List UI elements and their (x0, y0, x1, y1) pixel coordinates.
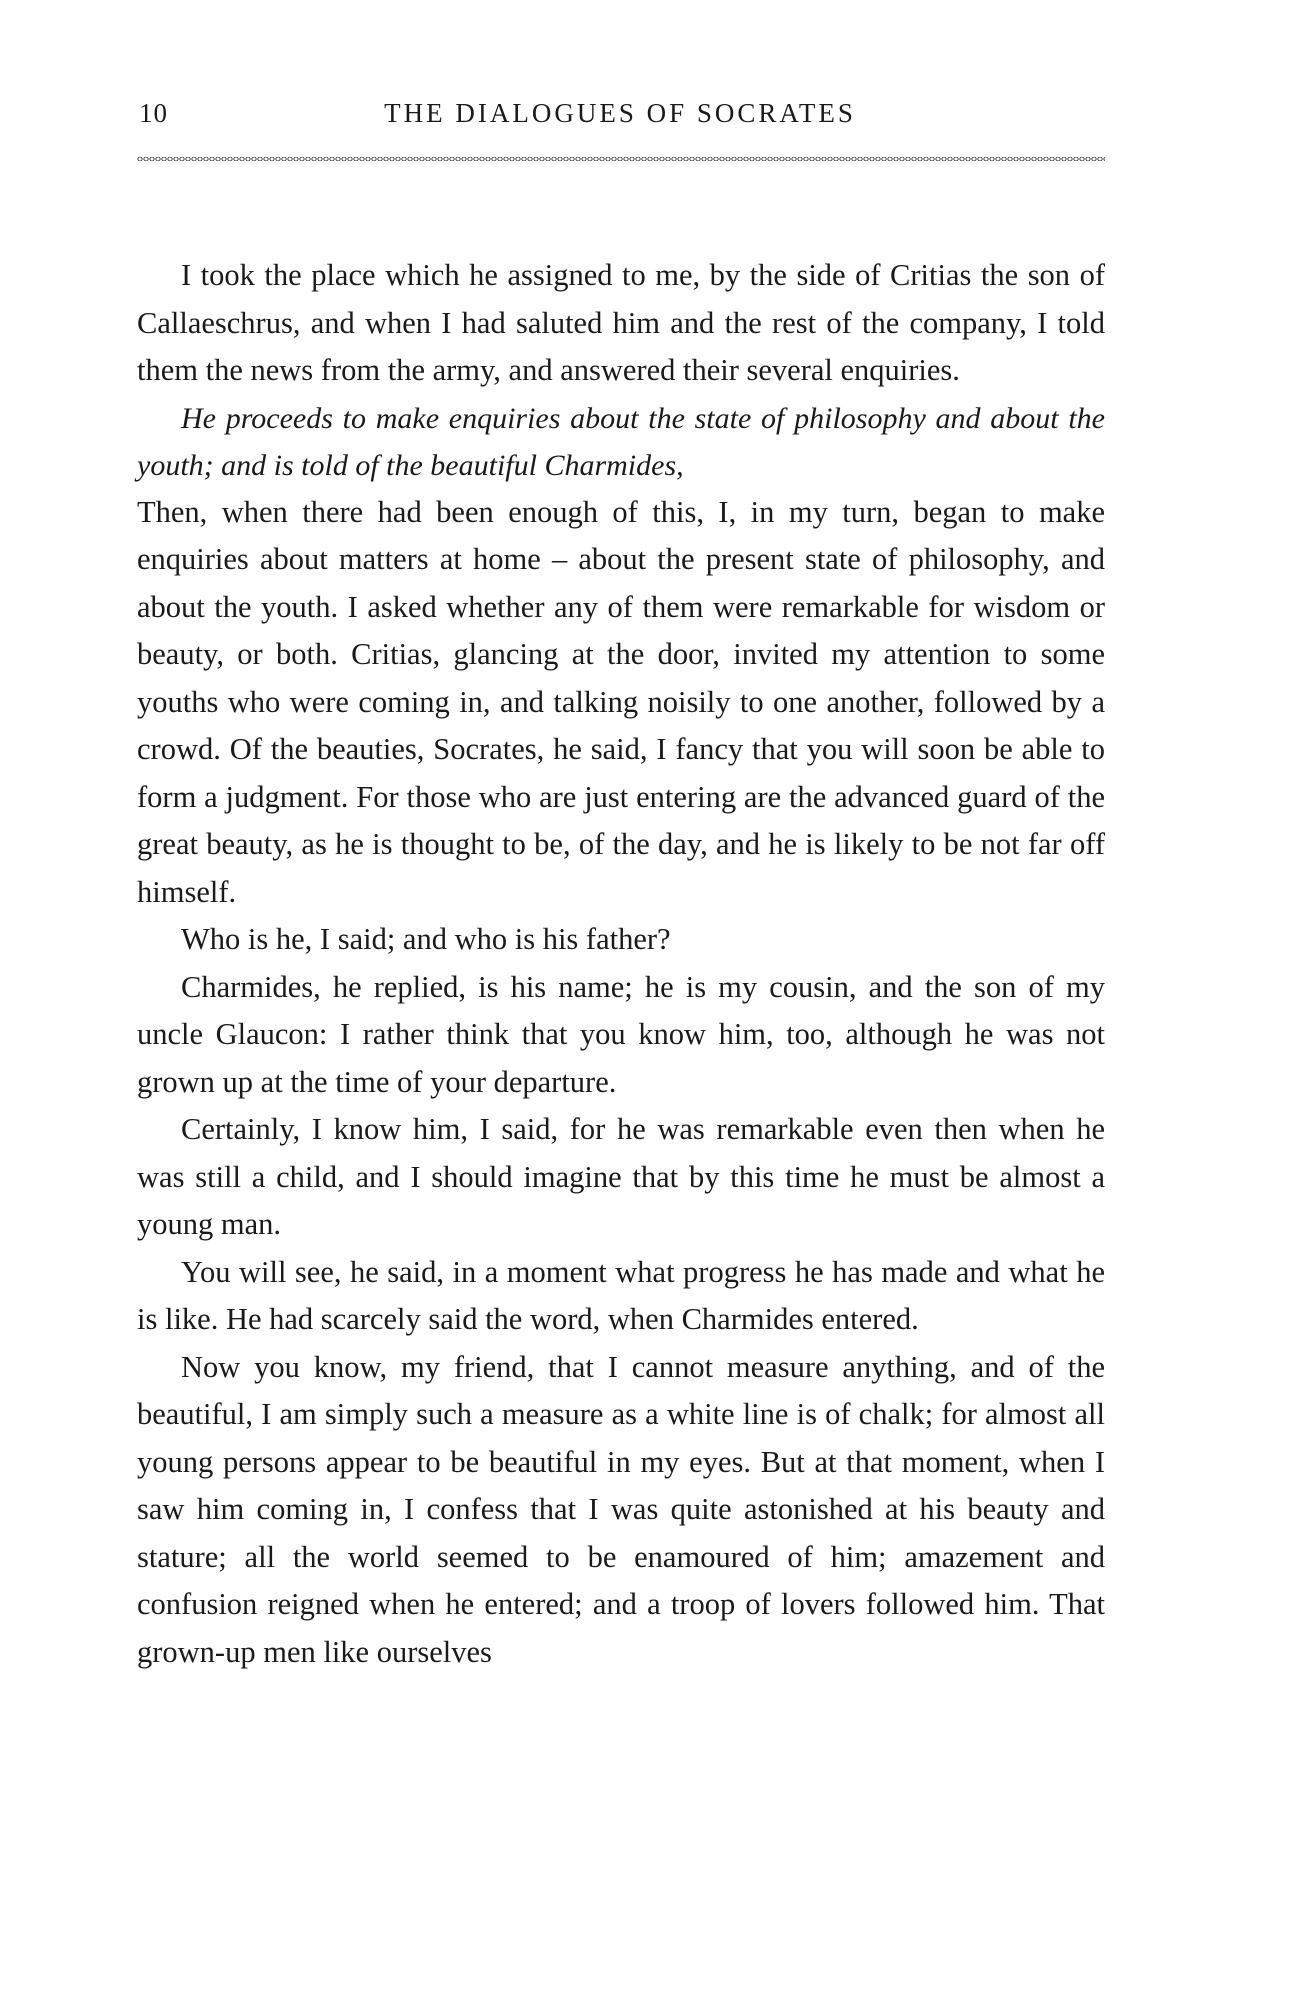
paragraph: Charmides, he replied, is his name; he is my cousin, and the son of my uncle Glaucon: I rather think that you know him, too, although he was not grown up at the time of your departure. (137, 969, 1105, 1099)
body-text (137, 252, 1105, 1676)
paragraph: I took the place which he assigned to me, by the side of Critias the son of Callaeschrus, and when I had saluted him and the rest of the company, I told them the news from the army, and answered their several enquiries. (137, 258, 1105, 387)
paragraph: Who is he, I said; and who is his father? (181, 922, 671, 956)
running-head (135, 98, 1105, 138)
paragraph: You will see, he said, in a moment what progress he has made and what he is like. He had scarcely said the word, when Charmides entered. (137, 1254, 1105, 1336)
paragraph: Certainly, I know him, I said, for he was remarkable even then when he was still a child, and I should imagine that by this time he must be almost a young man. (137, 1112, 1105, 1241)
paragraph: Then, when there had been enough of this, I, in my turn, began to make enquiries about matters at home – about the present state of philosophy, and about the youth. I asked whether any of them were remarkable for wisdom or beauty, or both. Critias, glancing at the door, invited my attention to some youths who were coming in, and talking noisily to one another, followed by a crowd. Of the beauties, Socrates, he said, I fancy that you will soon be able to form a judgment. For those who are just entering are the advanced guard of the great beauty, as he is thought to be, of the day, and he is likely to be not far off himself. (137, 494, 1105, 909)
sidenote-heading: He proceeds to make enquiries about the state of philosophy and about the youth; and is told of the beautiful Charmides, (137, 401, 1105, 482)
page-number: 10 (139, 98, 168, 128)
paragraph: Now you know, my friend, that I cannot measure anything, and of the beautiful, I am simply such a measure as a white line is of chalk; for almost all young persons appear to be beautiful in my eyes. But at that moment, when I saw him coming in, I confess that I was quite astonished at his beauty and stature; all the world seemed to be enamoured of him; amazement and confusion reigned when he entered; and a troop of lovers followed him. That grown-up men like ourselves (137, 1349, 1105, 1669)
running-title: THE DIALOGUES OF SOCRATES (384, 98, 856, 128)
ornamental-rule (137, 155, 1105, 163)
